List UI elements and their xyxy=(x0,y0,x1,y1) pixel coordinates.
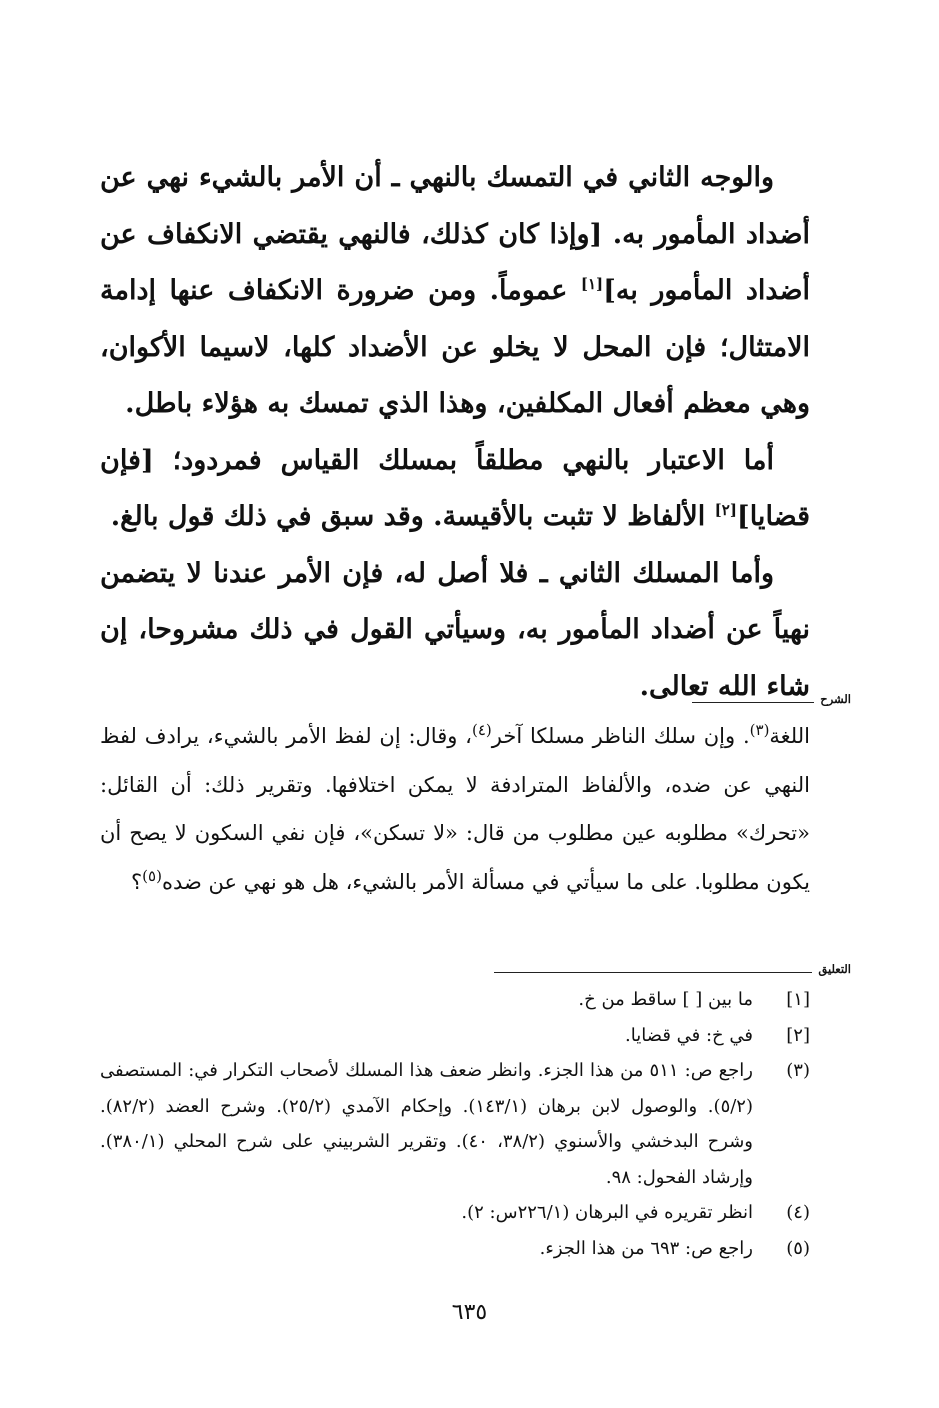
footnote-number: [٢] xyxy=(786,1024,810,1046)
text-run: . وإن سلك الناظر مسلكا آخر xyxy=(491,724,750,748)
main-paragraph xyxy=(100,150,810,433)
footnote-number: (٤) xyxy=(786,1202,810,1223)
footnote-marker: (٥) xyxy=(142,866,162,885)
footnote-marker: (٤) xyxy=(471,721,492,739)
sharh-paragraph xyxy=(100,712,810,906)
sharh-label: الشرح xyxy=(820,692,851,706)
reference-marker: [١] xyxy=(580,275,604,293)
notes-section xyxy=(100,982,810,1266)
reference-marker: [٢] xyxy=(714,501,737,519)
footnote-marker: (٣) xyxy=(749,721,770,739)
sharh-section xyxy=(100,712,810,906)
text-run: عموماً. ومن ضرورة الانكفاف عنها إدامة الامتثال؛ فإن المحل لا يخلو عن الأضداد كلها، لاسيما الأكوان، وهي معظم أفعال المكلفين، وهذا الذي تمسك به هؤلاء باطل. xyxy=(100,275,810,419)
footnote-text: انظر تقريره في البرهان (٢٢٦/١س: ٢). xyxy=(461,1202,753,1223)
footnote xyxy=(100,982,810,1018)
text-run: والوجه الثاني في التمسك بالنهي ـ أن الأمر بالشيء نهي عن أضداد المأمور به. [وإذا كان كذلك، فالنهي يقتضي الانكفاف عن أضداد المأمور به] xyxy=(100,162,810,306)
footnote xyxy=(100,1231,810,1267)
footnote-number: (٣) xyxy=(786,1060,810,1081)
footnote-text: في خ: في قضايا. xyxy=(625,1024,753,1046)
footnote-text: راجع ص: ٥١١ من هذا الجزء. وانظر ضعف هذا المسلك لأصحاب التكرار في: المستصفى (٥/٢). والوصول لابن برهان (١٤٣/١). وإحكام الآمدي (٢٥/٢). وشرح العضد (٨٢/٢). وشرح البدخشي والأسنوي (٣٨/٢، ٤٠). وتقرير الشربيني على شرح المحلي (٣٨٠/١). وإرشاد الفحول: ٩٨. xyxy=(100,1060,753,1188)
footnote xyxy=(100,1053,810,1195)
footnote xyxy=(100,1195,810,1231)
footnote xyxy=(100,1018,810,1054)
main-text xyxy=(100,150,810,715)
text-run: ، وقال: إن لفظ الأمر بالشيء، يرادف لفظ النهي عن ضده، والألفاظ المترادفة لا يمكن اختلافها. وتقرير ذلك: أن القائل: «تحرك» مطلوبه عين مطلوب من قال: «لا تسكن»، فإن نفي السكون لا يصح أن يكون مطلوبا. على ما سيأتي في مسألة الأمر بالشيء، هل هو نهي عن ضده xyxy=(100,724,810,894)
notes-label: التعليق xyxy=(818,962,851,976)
text-run: اللغة xyxy=(769,724,810,748)
footnote-number: [١] xyxy=(786,989,810,1010)
text-run: أما الاعتبار بالنهي مطلقاً بمسلك القياس فمردود؛ [فإن قضايا] xyxy=(100,444,810,532)
footnote-text: ما بين [ ] ساقط من خ. xyxy=(578,989,753,1010)
main-paragraph xyxy=(100,433,810,546)
notes-divider xyxy=(494,972,812,973)
main-paragraph: وأما المسلك الثاني ـ فلا أصل له، فإن الأمر عندنا لا يتضمن نهياً عن أضداد المأمور به، وسيأتي القول في ذلك مشروحا، إن شاء الله تعالى. xyxy=(100,557,810,702)
text-run: الألفاظ لا تثبت بالأقيسة. وقد سبق في ذلك قول بالغ. xyxy=(110,501,715,532)
footnote-number: (٥) xyxy=(786,1237,810,1259)
footnote-text: راجع ص: ٦٩٣ من هذا الجزء. xyxy=(539,1237,753,1259)
text-run: ؟ xyxy=(131,869,143,894)
sharh-divider xyxy=(692,702,814,703)
page-number: ٦٣٥ xyxy=(451,1300,488,1325)
